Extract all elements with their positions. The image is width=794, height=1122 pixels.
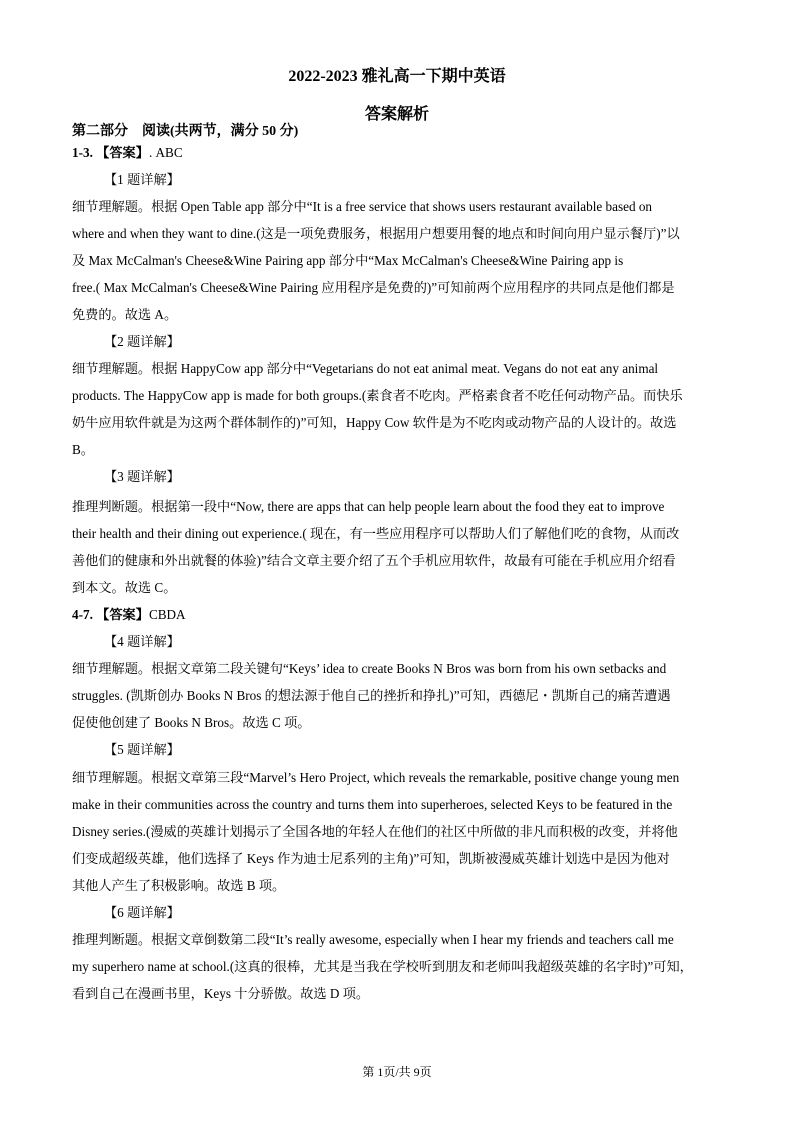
item-heading: 【4 题详解】 <box>104 634 180 649</box>
answer-value: . ABC <box>148 145 183 160</box>
paragraph-line: struggles. (凯斯创办 Books N Bros 的想法源于他自己的挫折和挣扎)”可知，西德尼・凯斯自己的痛苦遭遇 <box>72 688 671 703</box>
page-number: 第 1页/共 9页 <box>362 1065 432 1079</box>
paragraph-line: products. The HappyCow app is made for both groups.(素食者不吃肉。严格素食者不吃任何动物产品。而快乐 <box>72 388 683 403</box>
item-heading: 【3 题详解】 <box>104 469 180 484</box>
paragraph-line: 推理判断题。根据文章倒数第二段“It’s really awesome, especially when I hear my friends and teachers call me <box>72 932 674 947</box>
paragraph-line: 细节理解题。根据 HappyCow app 部分中“Vegetarians do not eat animal meat. Vegans do not eat any animal <box>72 361 659 376</box>
answer-value: CBDA <box>148 607 186 622</box>
answer-line-1-3 <box>72 146 732 159</box>
item-heading: 【1 题详解】 <box>104 172 180 187</box>
item-heading: 【6 题详解】 <box>104 905 180 920</box>
answer-line-4-7 <box>72 608 732 621</box>
answer-key: 1-3. 【答案】 <box>72 145 149 160</box>
paragraph-line: 其他人产生了积极影响。故选 B 项。 <box>72 878 286 893</box>
paragraph-line: 看到自己在漫画书里，Keys 十分骄傲。故选 D 项。 <box>72 986 370 1001</box>
paragraph-line: 促使他创建了 Books N Bros。故选 C 项。 <box>72 715 311 730</box>
paragraph-line: 及 Max McCalman's Cheese&Wine Pairing app 部分中“Max McCalman's Cheese&Wine Pairing app is <box>72 253 624 268</box>
document-subtitle: 答案解析 <box>364 106 429 123</box>
section-heading: 第二部分 阅读(共两节，满分 50 分) <box>72 124 299 139</box>
paragraph-line: 奶牛应用软件就是为这两个群体制作的)”可知，Happy Cow 软件是为不吃肉或动物产品的人设计的。故选 <box>72 415 677 430</box>
paragraph-line: 善他们的健康和外出就餐的体验)”结合文章主要介绍了五个手机应用软件，故最有可能在手机应用介绍看 <box>72 553 676 568</box>
document-title: 2022-2023 雅礼高一下期中英语 <box>288 68 506 85</box>
item-heading: 【2 题详解】 <box>104 334 180 349</box>
paragraph-line: 免费的。故选 A。 <box>72 307 178 322</box>
paragraph-line: 到本文。故选 C。 <box>72 580 177 595</box>
paragraph-line: 推理判断题。根据第一段中“Now, there are apps that can help people learn about the food they eat to improve <box>72 499 665 514</box>
paragraph-line: where and when they want to dine.(这是一项免费服务，根据用户想要用餐的地点和时间向用户显示餐厅)”以 <box>72 226 680 241</box>
answer-key: 4-7. 【答案】 <box>72 607 149 622</box>
paragraph-line: B。 <box>72 442 94 457</box>
paragraph-line: Disney series.(漫威的英雄计划揭示了全国各地的年轻人在他们的社区中所做的非凡而积极的改变，并将他 <box>72 824 678 839</box>
paragraph-line: my superhero name at school.(这真的很棒，尤其是当我在学校听到朋友和老师叫我超级英雄的名字时)”可知， <box>72 959 693 974</box>
paragraph-line: their health and their dining out experience.( 现在，有一些应用程序可以帮助人们了解他们吃的食物，从而改 <box>72 526 680 541</box>
paragraph-line: 细节理解题。根据文章第二段关键句“Keys’ idea to create Books N Bros was born from his own setbacks and <box>72 661 667 676</box>
paragraph-line: free.( Max McCalman's Cheese&Wine Pairing 应用程序是免费的)”可知前两个应用程序的共同点是他们都是 <box>72 280 675 295</box>
paragraph-line: 细节理解题。根据文章第三段“Marvel’s Hero Project, which reveals the remarkable, positive change young men <box>72 770 680 785</box>
paragraph-line: 们变成超级英雄，他们选择了 Keys 作为迪士尼系列的主角)”可知，凯斯被漫威英雄计划选中是因为他对 <box>72 851 670 866</box>
item-heading: 【5 题详解】 <box>104 742 180 757</box>
paragraph-line: make in their communities across the country and turns them into superheroes, selected Keys to be featured in the <box>72 797 673 812</box>
paragraph-line: 细节理解题。根据 Open Table app 部分中“It is a free service that shows users restaurant available based on <box>72 199 653 214</box>
